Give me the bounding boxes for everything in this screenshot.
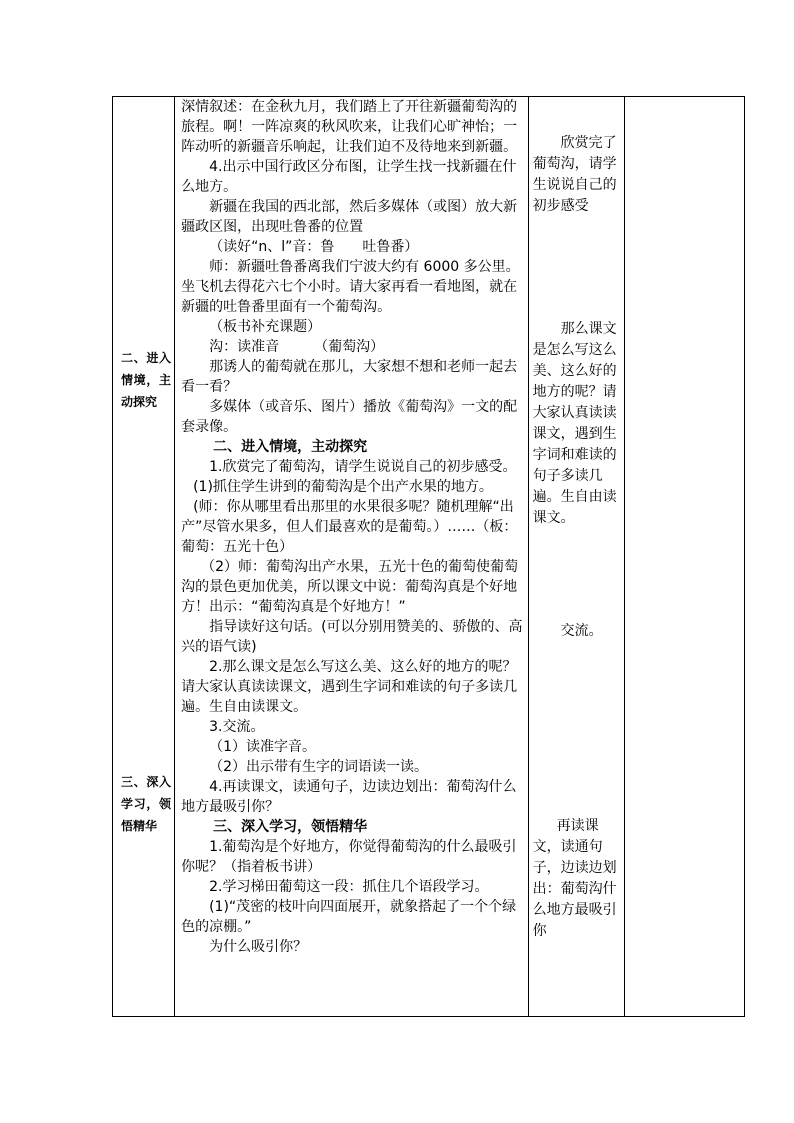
stage-label-3: 三、深入学习，领悟精华	[121, 775, 171, 833]
content-paragraph: 2.学习梯田葡萄这一段：抓住几个语段学习。	[209, 879, 489, 895]
student-activity-1: 欣赏完了葡萄沟，请学生说说自己的初步感受	[532, 135, 617, 214]
content-paragraph: 深情叙述：在金秋九月，我们踏上了开往新疆葡萄沟的旅程。啊！一阵凉爽的秋风吹来，让我们心旷神怡；一阵动听的新疆音乐响起，让我们迫不及待地来到新疆。	[181, 99, 518, 155]
student-activity-3: 交流。	[560, 623, 603, 639]
table-row	[113, 97, 745, 1017]
content-paragraph: 沟：读准音 （葡萄沟）	[209, 339, 385, 355]
content-paragraph: （读好“n、l”音：鲁 吐鲁番）	[209, 239, 419, 255]
content-paragraph: 4.出示中国行政区分布图，让学生找一找新疆在什么地方。	[181, 159, 517, 195]
content-paragraph: 指导读好这句话。(可以分别用赞美的、骄傲的、高兴的语气读)	[181, 619, 523, 655]
content-paragraph: 新疆在我国的西北部，然后多媒体（或图）放大新疆政区图，出现吐鲁番的位置	[181, 199, 518, 235]
content-paragraph: （板书补充课题）	[209, 319, 322, 335]
content-paragraph: (师：你从哪里看出那里的水果很多呢？随机理解“出产”尽管水果多，但人们最喜欢的是葡萄。）……（板：葡萄：五光十色）	[181, 499, 518, 555]
student-activity-column	[528, 97, 624, 1017]
content-paragraph: （2）出示带有生字的词语读一读。	[209, 759, 429, 775]
content-paragraph: 3.交流。	[209, 719, 265, 735]
teaching-content-column	[175, 97, 529, 1017]
content-paragraph: 2.那么课文是怎么写这么美、这么好的地方的呢？请大家认真读读课文，遇到生字词和难读的句子多读几遍。生自由读课文。	[181, 659, 518, 715]
content-paragraph: (1)抓住学生讲到的葡萄沟是个出产水果的地方。	[193, 479, 493, 495]
student-activity-2: 那么课文是怎么写这么美、这么好的地方的呢？请大家认真读读课文，遇到生字词和难读的句子多读几遍。生自由读课文。	[532, 321, 617, 526]
notes-column	[624, 97, 744, 1017]
content-paragraph: （2）师：葡萄沟出产水果，五光十色的葡萄使葡萄沟的景色更加优美，所以课文中说：葡萄沟真是个好地方！出示：“葡萄沟真是个好地方！”	[181, 559, 518, 615]
content-paragraph: 4.再读课文，读通句子，边读边划出：葡萄沟什么地方最吸引你？	[181, 779, 517, 815]
content-paragraph: (1)“茂密的枝叶向四面展开，就象搭起了一个个绿色的凉棚。”	[181, 899, 517, 935]
content-paragraph: 为什么吸引你？	[209, 939, 308, 955]
content-paragraph: 多媒体（或音乐、图片）播放《葡萄沟》一文的配套录像。	[181, 399, 518, 435]
content-paragraph: 师：新疆吐鲁番离我们宁波大约有 6000 多公里。坐飞机去得花六七个小时。请大家再看一看地图，就在新疆的吐鲁番里面有一个葡萄沟。	[181, 259, 520, 315]
section-heading: 三、深入学习，领悟精华	[213, 819, 368, 835]
content-paragraph: 1.葡萄沟是个好地方，你觉得葡萄沟的什么最吸引你呢？（指着板书讲）	[181, 839, 517, 875]
section-heading: 二、进入情境，主动探究	[213, 439, 368, 455]
stage-label-2: 二、进入情境，主动探究	[121, 351, 171, 409]
content-paragraph: 那诱人的葡萄就在那儿，大家想不想和老师一起去看一看？	[181, 359, 518, 395]
content-paragraph: （1）读准字音。	[209, 739, 317, 755]
student-activity-4: 再读课文，读通句子，边读边划出：葡萄沟什么地方最吸引你	[532, 818, 617, 939]
content-paragraph: 1.欣赏完了葡萄沟，请学生说说自己的初步感受。	[209, 459, 517, 475]
stage-column	[113, 97, 175, 1017]
lesson-plan-table	[112, 96, 745, 1017]
